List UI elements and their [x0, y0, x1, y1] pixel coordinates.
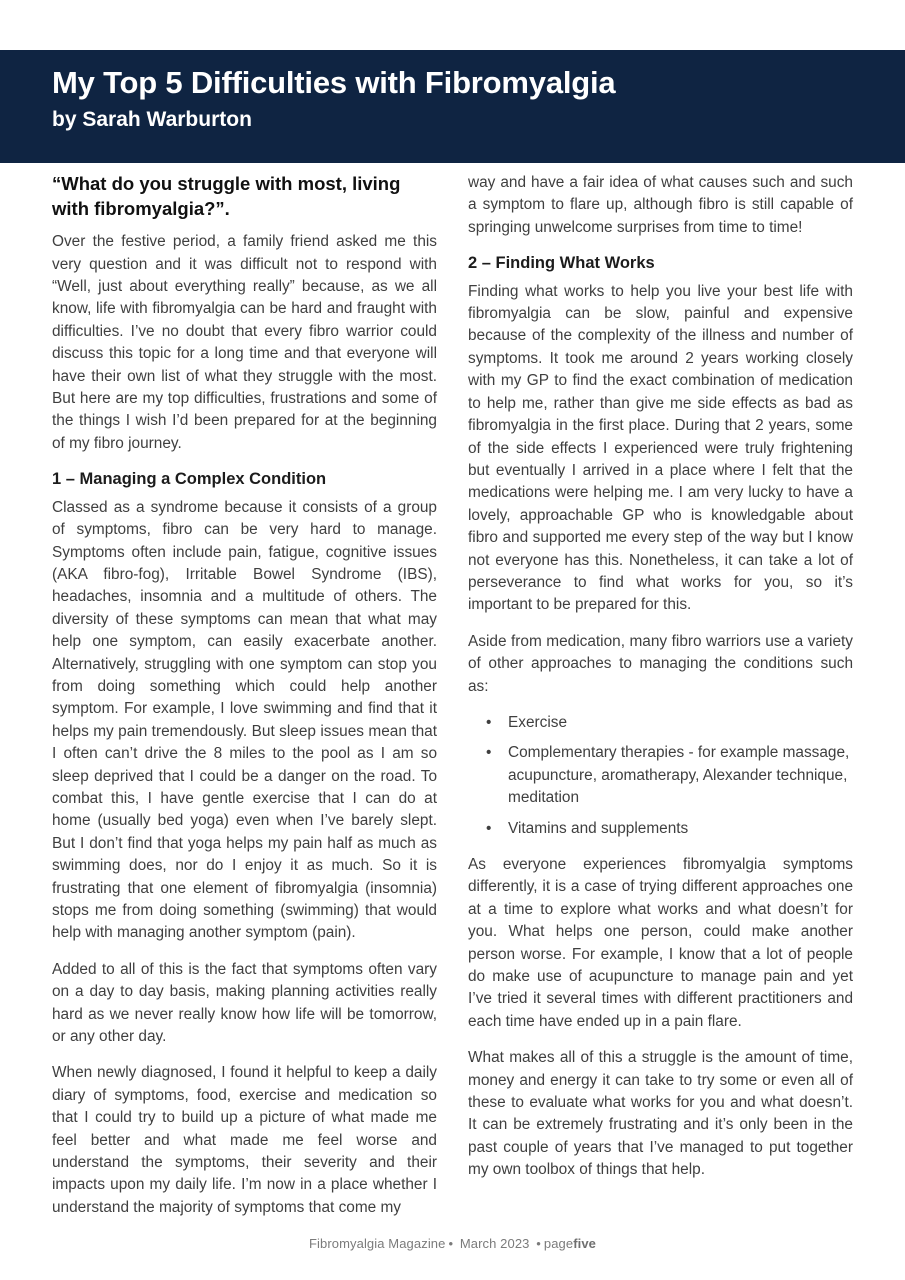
section-heading-2: 2 – Finding What Works	[468, 254, 655, 273]
paragraph-continued: way and have a fair idea of what causes such and such a symptom to flare up, although fibro is still capable of springing unwelcome surprises from time to time!	[468, 174, 853, 236]
right-column	[468, 172, 853, 1182]
footer-page-label: page	[543, 1236, 574, 1251]
author-byline: by Sarah Warburton	[52, 107, 252, 131]
article-deck: “What do you struggle with most, living with fibromyalgia?”.	[52, 173, 401, 219]
bullet-icon: •	[486, 744, 492, 762]
paragraph-s2-1: Finding what works to help you live your best life with fibromyalgia can be slow, painful and expensive because of the complexity of the illness and number of symptoms. It took me around 2 years working closely with my GP to find the exact combination of medication to help me, rather than give me side effects as bad as fibromyalgia in the first place. During that 2 years, some of the side effects I experienced were truly frightening but eventually I arrived in a place where I felt that the medications were helping me. I am very lucky to have a lovely, approachable GP who is knowledgable about fibro and supported me every step of the way but I know not everyone has this. Nonetheless, it can take a lot of perseverance to find what works for you, so it’s important to be prepared for this.	[468, 282, 853, 614]
paragraph-s2-3: As everyone experiences fibromyalgia symptoms differently, it is a case of trying different approaches one at a time to explore what works and what doesn’t for you. What helps one person, could make another person worse. For example, I know that a lot of people do make use of acupuncture to manage pain and yet I’ve tried it several times with different practitioners and each time have ended up in a pain flare.	[468, 856, 853, 1030]
paragraph-s2-2: Aside from medication, many fibro warriors use a variety of other approaches to managing the conditions such as:	[468, 632, 853, 695]
list-item-label: Complementary therapies - for example massage, acupuncture, aromatherapy, Alexander technique, meditation	[508, 744, 850, 807]
list-item	[468, 742, 853, 809]
footer-separator-1: •	[448, 1236, 454, 1251]
section-heading-1: 1 – Managing a Complex Condition	[52, 470, 327, 489]
bullet-icon: •	[486, 819, 492, 837]
masthead-banner	[0, 50, 905, 163]
paragraph-s1-3: When newly diagnosed, I found it helpful to keep a daily diary of symptoms, food, exercise and medication so that I could try to build up a picture of what made me feel better and what made me feel worse and understand the symptoms, their severity and their impacts upon my daily life. I’m now in a place whether I understand the majority of symptoms that come my	[52, 1064, 437, 1216]
page-title: My Top 5 Difficulties with Fibromyalgia	[52, 65, 616, 100]
article-columns	[52, 172, 853, 1227]
footer-separator-2: •	[536, 1236, 541, 1251]
footer-page-number: five	[573, 1236, 597, 1251]
list-item	[468, 712, 853, 734]
paragraph-s1-1: Classed as a syndrome because it consists of a group of symptoms, fibro can be very hard to manage. Symptoms often include pain, fatigue, cognitive issues (AKA fibro-fog), Irritable Bowel Syndrome (IBS), headaches, insomnia and a multitude of others. The diversity of these symptoms can mean that what may help one symptom, can easily exacerbate another. Alternatively, struggling with one symptom can stop you from doing something which could help another symptom. For example, I love swimming and find that it helps my pain tremendously. But sleep issues mean that I often can’t drive the 8 miles to the pool as I am so sleep deprived that I could be a danger on the road. To combat this, I have gentle exercise that I can do at home (usually bed yoga) even when I’ve barely slept. But I don’t find that yoga helps my pain half as much as swimming does, nor do I enjoy it as much. So it is frustrating that one element of fibromyalgia (insomnia) stops me from doing something (swimming) that would help with managing another symptom (pain).	[52, 498, 437, 942]
paragraph-intro: Over the festive period, a family friend asked me this very question and it was difficult not to respond with “Well, just about everything really” because, as we all know, life with fibromyalgia can be hard and fraught with difficulties. I’ve no doubt that every fibro warrior could discuss this topic for a long time and that everyone will have their own list of what they struggle with the most. But here are my top difficulties, frustrations and some of the things I wish I’d been prepared for at the beginning of my fibro journey.	[52, 233, 437, 452]
approaches-list	[468, 712, 853, 840]
page-footer	[0, 1236, 905, 1251]
list-item-label: Exercise	[508, 713, 568, 731]
bullet-icon: •	[486, 713, 492, 731]
list-item-label: Vitamins and supplements	[508, 819, 689, 837]
paragraph-s2-4: What makes all of this a struggle is the amount of time, money and energy it can take to try some or even all of these to evaluate what works for you and what doesn’t. It can be extremely frustrating and it’s only been in the past couple of years that I’ve managed to put together my own toolbox of things that help.	[468, 1049, 853, 1179]
paragraph-s1-2: Added to all of this is the fact that symptoms often vary on a day to day basis, making planning activities really hard as we never really know how life will be tomorrow, or any other day.	[52, 960, 437, 1046]
list-item	[468, 818, 853, 840]
footer-publication: Fibromyalgia Magazine	[308, 1236, 446, 1251]
footer-issue-date: March 2023	[459, 1236, 530, 1251]
left-column	[52, 172, 437, 1219]
